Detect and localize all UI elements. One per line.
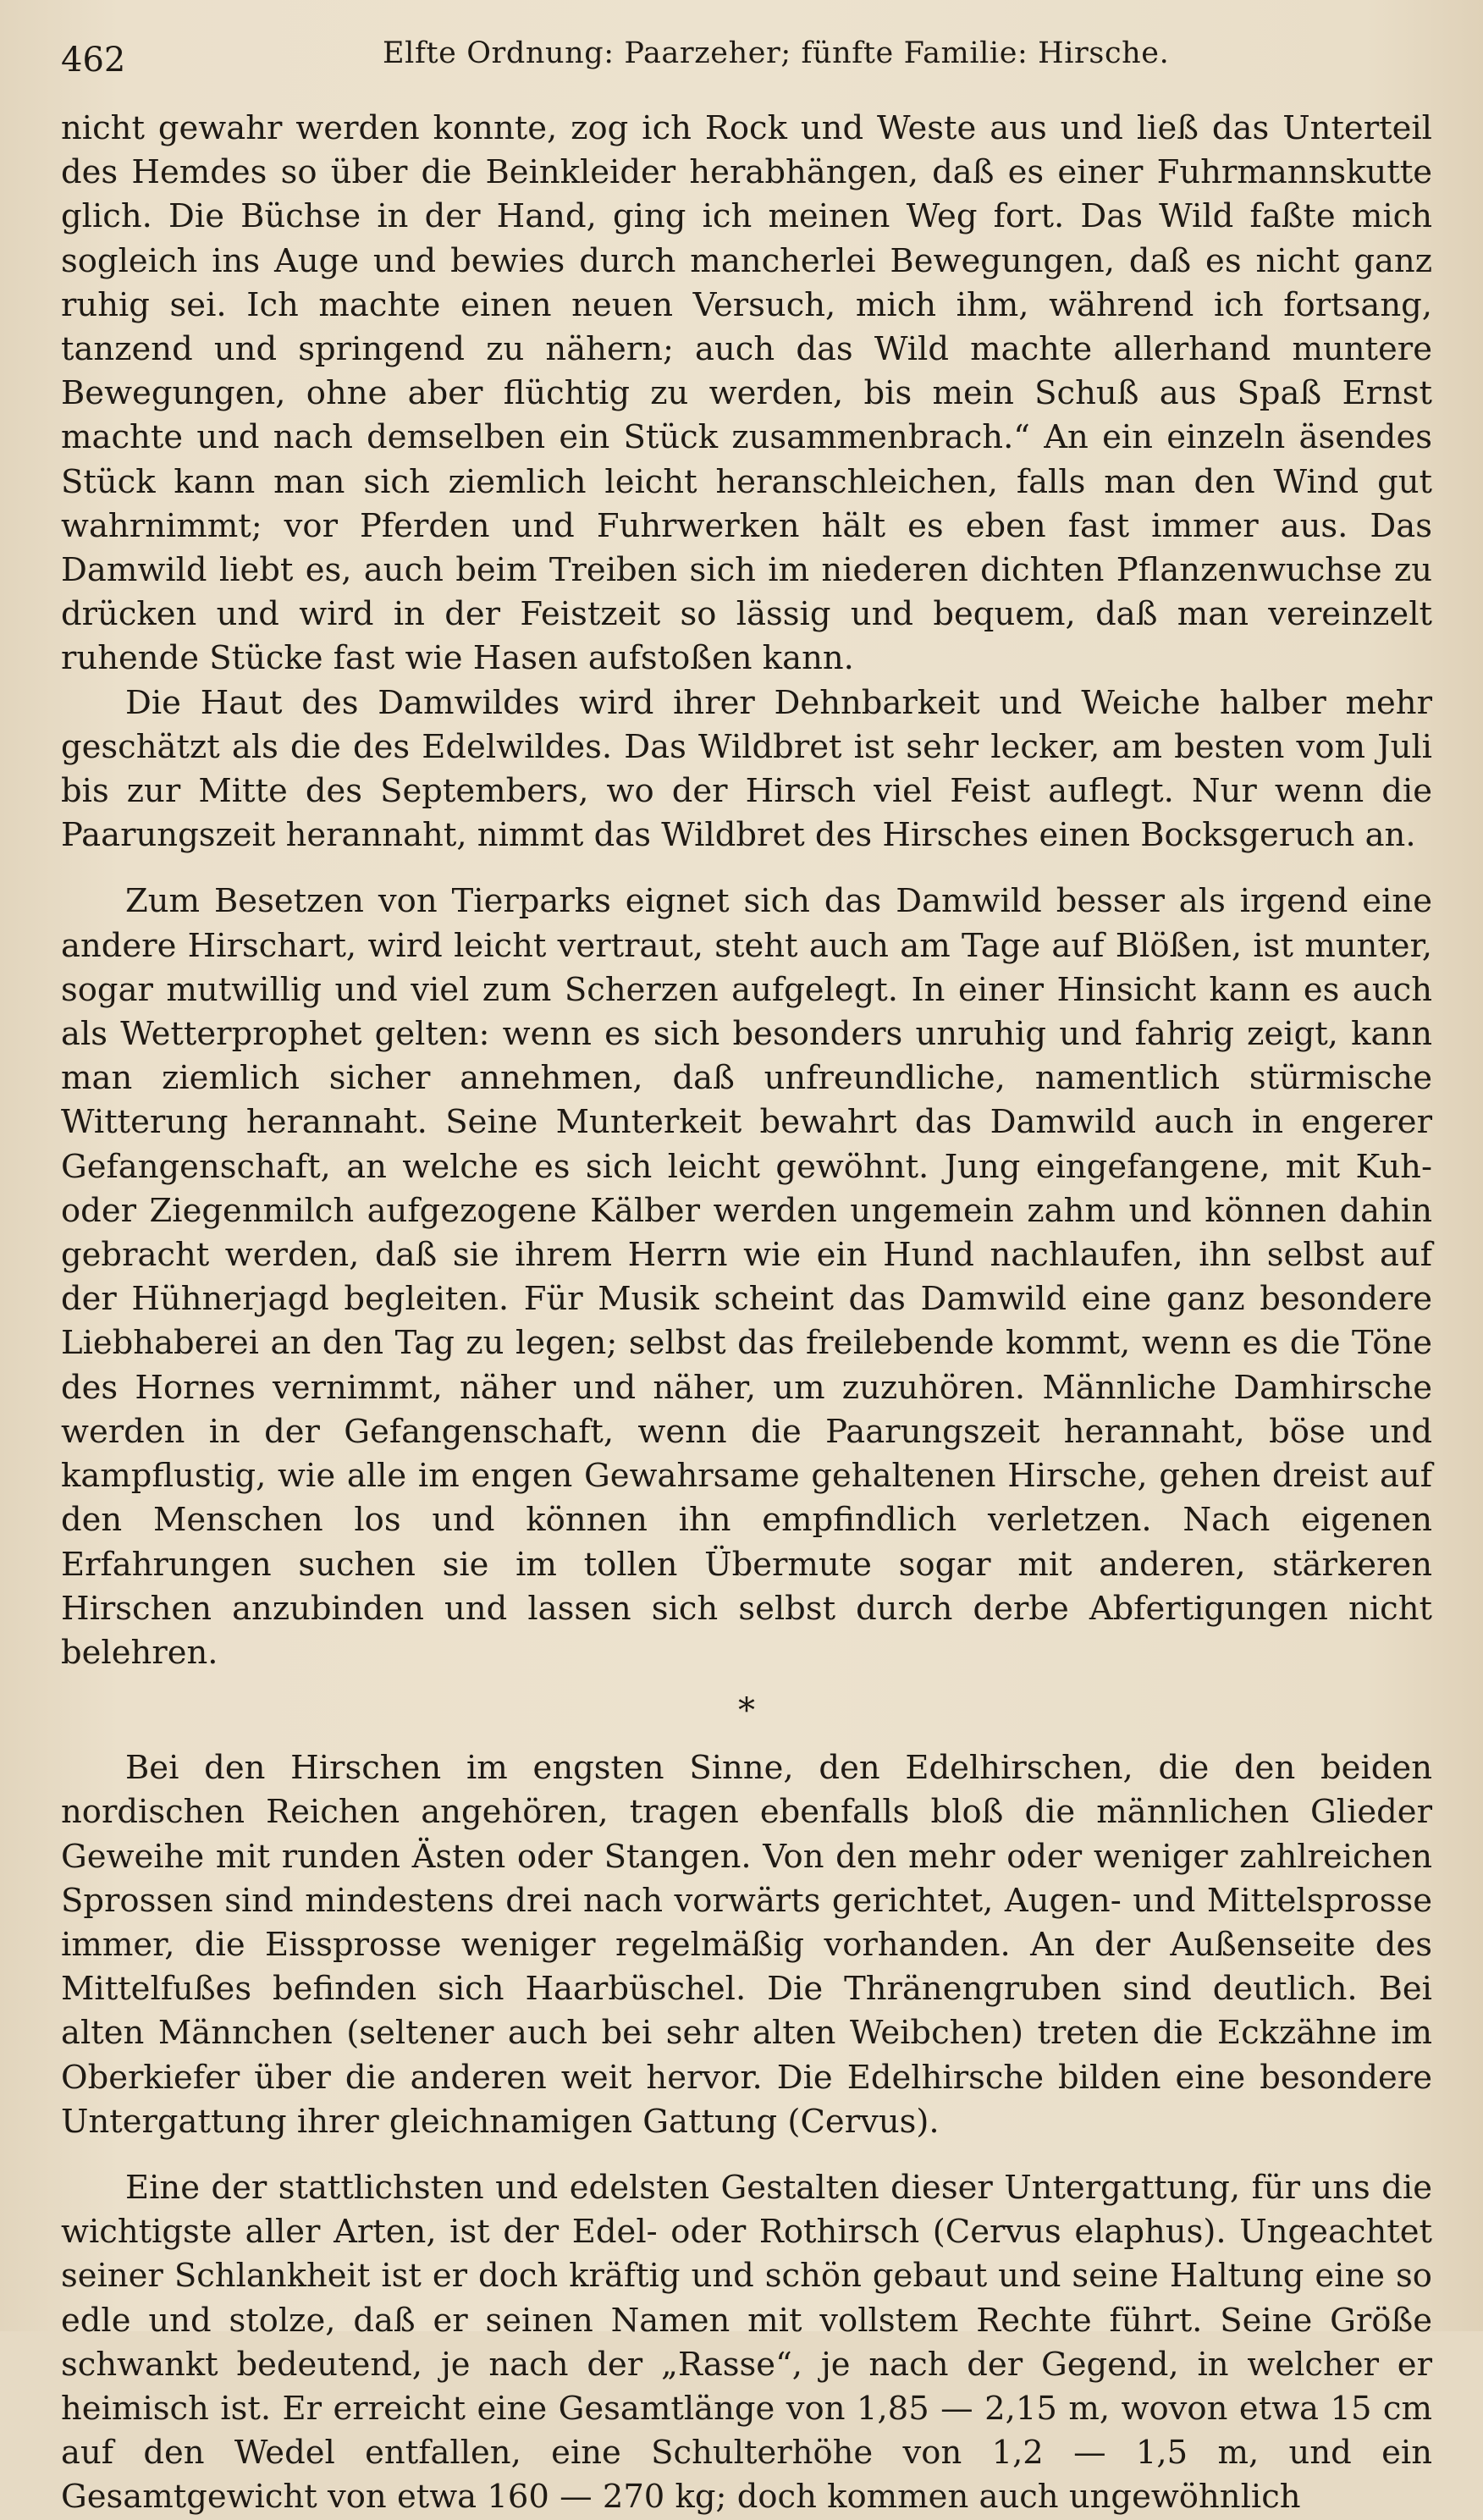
paragraph-edelhirsche: Bei den Hirschen im engsten Sinne, den Edelhirschen, die den beiden nordischen Reichen angehören, tragen ebenfalls bloß die männlichen Glieder Geweihe mit runden Ästen oder Stangen. Von den mehr oder weniger zahlreichen Sprossen sind mindestens drei nach vorwärts gerichtet, Augen- und Mittelsprosse immer, die Eissprosse weniger regelmäßig vorhanden. An der Außenseite des Mittelfußes befinden sich Haarbüschel. Die Thränengruben sind deutlich. Bei alten Männchen (seltener auch bei sehr alten Weibchen) treten die Eckzähne im Oberkiefer über die anderen weit hervor. Die Edelhirsche bilden eine besondere Untergattung ihrer gleichnamigen Gattung (Cervus). xyxy=(61,1749,1432,2141)
page-header xyxy=(61,32,1432,83)
running-head: Elfte Ordnung: Paarzeher; fünfte Familie: Hirsche. xyxy=(383,36,1170,70)
paragraph-continued: nicht gewahr werden konnte, zog ich Rock und Weste aus und ließ das Unterteil des Hemdes so über die Beinkleider herabhängen, daß es einer Fuhrmannskutte glich. Die Büchse in der Hand, ging ich meinen Weg fort. Das Wild faßte mich sogleich ins Auge und bewies durch mancherlei Bewegungen, daß es nicht ganz ruhig sei. Ich machte einen neuen Versuch, mich ihm, während ich fortsang, tanzend und springend zu nähern; auch das Wild machte allerhand muntere Bewegungen, ohne aber flüchtig zu werden, bis mein Schuß aus Spaß Ernst machte und nach demselben ein Stück zusammenbrach.“ An ein einzeln äsendes Stück kann man sich ziemlich leicht heranschleichen, falls man den Wind gut wahrnimmt; vor Pferden und Fuhrwerken hält es eben fast immer aus. Das Damwild liebt es, auch beim Treiben sich im niederen dichten Pflanzenwuchse zu drücken und wird in der Feistzeit so lässig und bequem, daß man vereinzelt ruhende Stücke fast wie Hasen aufstoßen kann. xyxy=(61,109,1432,678)
paragraph-rothirsch: Eine der stattlichsten und edelsten Gestalten dieser Untergattung, für uns die wichtigste aller Arten, ist der Edel- oder Rothirsch (Cervus elaphus). Ungeachtet seiner Schlankheit ist er doch kräftig und schön gebaut und seine Haltung eine so edle und stolze, daß er seinen Namen mit vollstem Rechte führt. Seine Größe schwankt bedeutend, je nach der „Rasse“, je nach der Gegend, in welcher er heimisch ist. Er erreicht eine Gesamtlänge von 1,85 — 2,15 m, wovon etwa 15 cm auf den Wedel entfallen, eine Schulterhöhe von 1,2 — 1,5 m, und ein Gesamtgewicht von etwa 160 — 270 kg; doch kommen auch ungewöhnlich xyxy=(61,2168,1432,2517)
body-text xyxy=(61,107,1432,2520)
section-separator: * xyxy=(738,1691,755,1731)
paragraph-tierparks: Zum Besetzen von Tierparks eignet sich das Damwild besser als irgend eine andere Hirschart, wird leicht vertraut, steht auch am Tage auf Blößen, ist munter, sogar mutwillig und viel zum Scherzen aufgelegt. In einer Hinsicht kann es auch als Wetterprophet gelten: wenn es sich besonders unruhig und fahrig zeigt, kann man ziemlich sicher annehmen, daß unfreundliche, namentlich stürmische Witterung herannaht. Seine Munterkeit bewahrt das Damwild auch in engerer Gefangenschaft, an welche es sich leicht gewöhnt. Jung eingefangene, mit Kuh- oder Ziegenmilch aufgezogene Kälber werden ungemein zahm und können dahin gebracht werden, daß sie ihrem Herrn wie ein Hund nachlaufen, ihn selbst auf der Hühnerjagd begleiten. Für Musik scheint das Damwild eine ganz besondere Liebhaberei an den Tag zu legen; selbst das freilebende kommt, wenn es die Töne des Hornes vernimmt, näher und näher, um zuzuhören. Männliche Damhirsche werden in der Gefangenschaft, wenn die Paarungszeit herannaht, böse und kampflustig, wie alle im engen Gewahrsame gehaltenen Hirsche, gehen dreist auf den Menschen los und können ihn empfindlich verletzen. Nach eigenen Erfahrungen suchen sie im tollen Übermute sogar mit anderen, stärkeren Hirschen anzubinden und lassen sich selbst durch derbe Abfertigungen nicht belehren. xyxy=(61,882,1432,1672)
paragraph-damwild-haut: Die Haut des Damwildes wird ihrer Dehnbarkeit und Weiche halber mehr geschätzt als die des Edelwildes. Das Wildbret ist sehr lecker, am besten vom Juli bis zur Mitte des Septembers, wo der Hirsch viel Feist auflegt. Nur wenn die Paarungszeit herannaht, nimmt das Wildbret des Hirsches einen Bocksgeruch an. xyxy=(61,683,1432,855)
page-number: 462 xyxy=(61,41,126,80)
